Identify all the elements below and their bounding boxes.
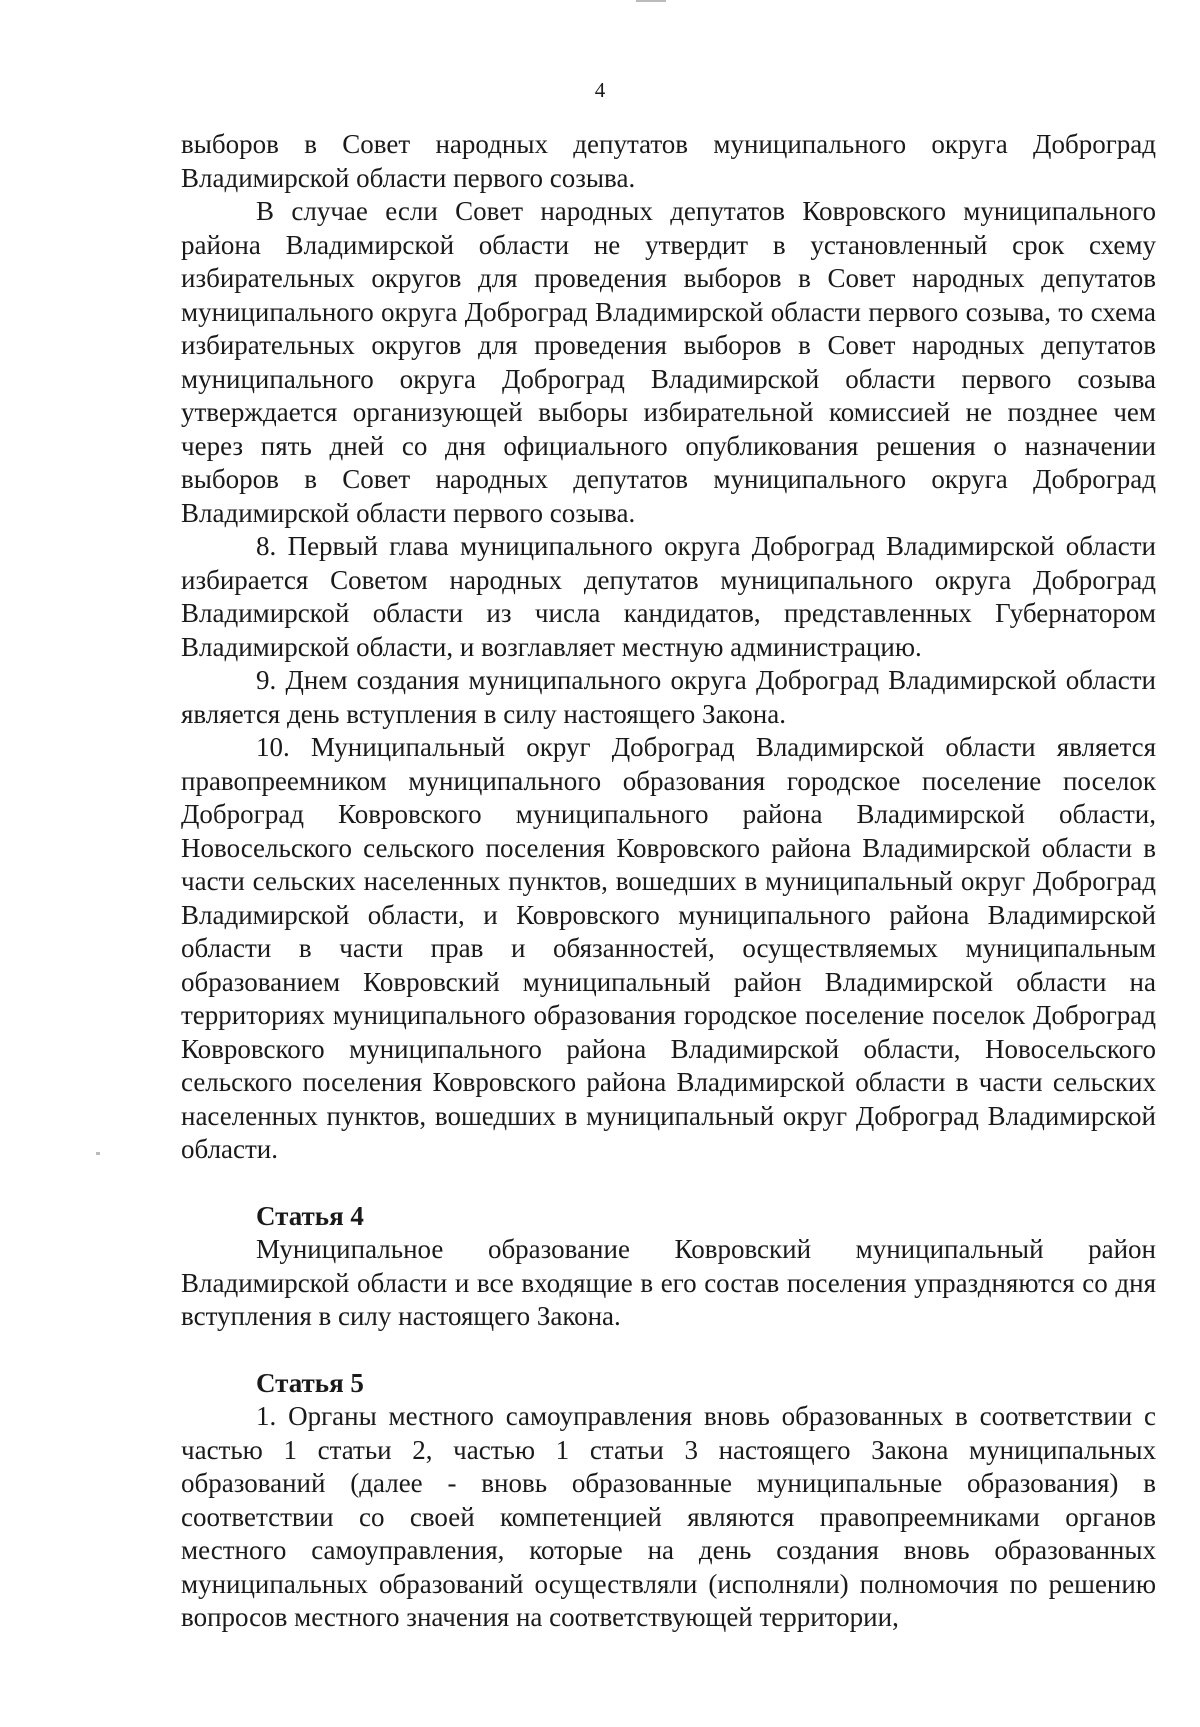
article-text: 1. Органы местного самоуправления вновь образованных в соответствии с частью 1 статьи 2, частью 1 статьи 3 настоящего Закона муниципальных образований (далее - вновь образованные муниципальные образования) в соответствии со своей компетенцией являются правопреемниками органов местного самоуправления, которые на день создания вновь образованных муниципальных образований осуществляли (исполняли) полномочия по решению вопросов местного значения на соответствующей территории, (181, 1401, 1156, 1632)
paragraph: В случае если Совет народных депутатов Ковровского муниципального района Владимирской области не утвердит в установленный срок схему избирательных округов для проведения выборов в Совет народных депутатов муниципального округа Доброград Владимирской области первого созыва, то схема избирательных округов для проведения выборов в Совет народных депутатов муниципального округа Доброград Владимирской области первого созыва утверждается организующей выборы избирательной комиссией не позднее чем через пять дней со дня официального опубликования решения о назначении выборов в Совет народных депутатов муниципального округа Доброград Владимирской области первого созыва. (181, 196, 1156, 528)
scan-artifact (636, 0, 666, 2)
article-text: Муниципальное образование Ковровский муниципальный район Владимирской области и все входящие в его состав поселения упраздняются со дня вступления в силу настоящего Закона. (181, 1234, 1156, 1331)
article-4 (181, 1200, 1156, 1334)
paragraph: 9. Днем создания муниципального округа Доброград Владимирской области является день вступления в силу настоящего Закона. (181, 665, 1156, 729)
paragraph: 10. Муниципальный округ Доброград Владимирской области является правопреемником муниципального образования городское поселение поселок Доброград Ковровского муниципального района Владимирской области, Новосельского сельского поселения Ковровского района Владимирской области в части сельских населенных пунктов, вошедших в муниципальный округ Доброград Владимирской области, и Ковровского муниципального района Владимирской области в части прав и обязанностей, осуществляемых муниципальным образованием Ковровский муниципальный район Владимирской области на территориях муниципального образования городское поселение поселок Доброград Ковровского муниципального района Владимирской области, Новосельского сельского поселения Ковровского района Владимирской области в части сельских населенных пунктов, вошедших в муниципальный округ Доброград Владимирской области. (181, 732, 1156, 1164)
article-5 (181, 1367, 1156, 1635)
article-title: Статья 5 (256, 1367, 364, 1398)
document-body (181, 128, 1156, 1635)
scan-artifact (96, 1152, 100, 1155)
paragraph: выборов в Совет народных депутатов муниципального округа Доброград Владимирской области первого созыва. (181, 129, 1156, 193)
article-title: Статья 4 (256, 1200, 364, 1231)
paragraph: 8. Первый глава муниципального округа Доброград Владимирской области избирается Советом народных депутатов муниципального округа Доброград Владимирской области из числа кандидатов, представленных Губернатором Владимирской области, и возглавляет местную администрацию. (181, 531, 1156, 662)
page-number: 4 (594, 78, 606, 102)
